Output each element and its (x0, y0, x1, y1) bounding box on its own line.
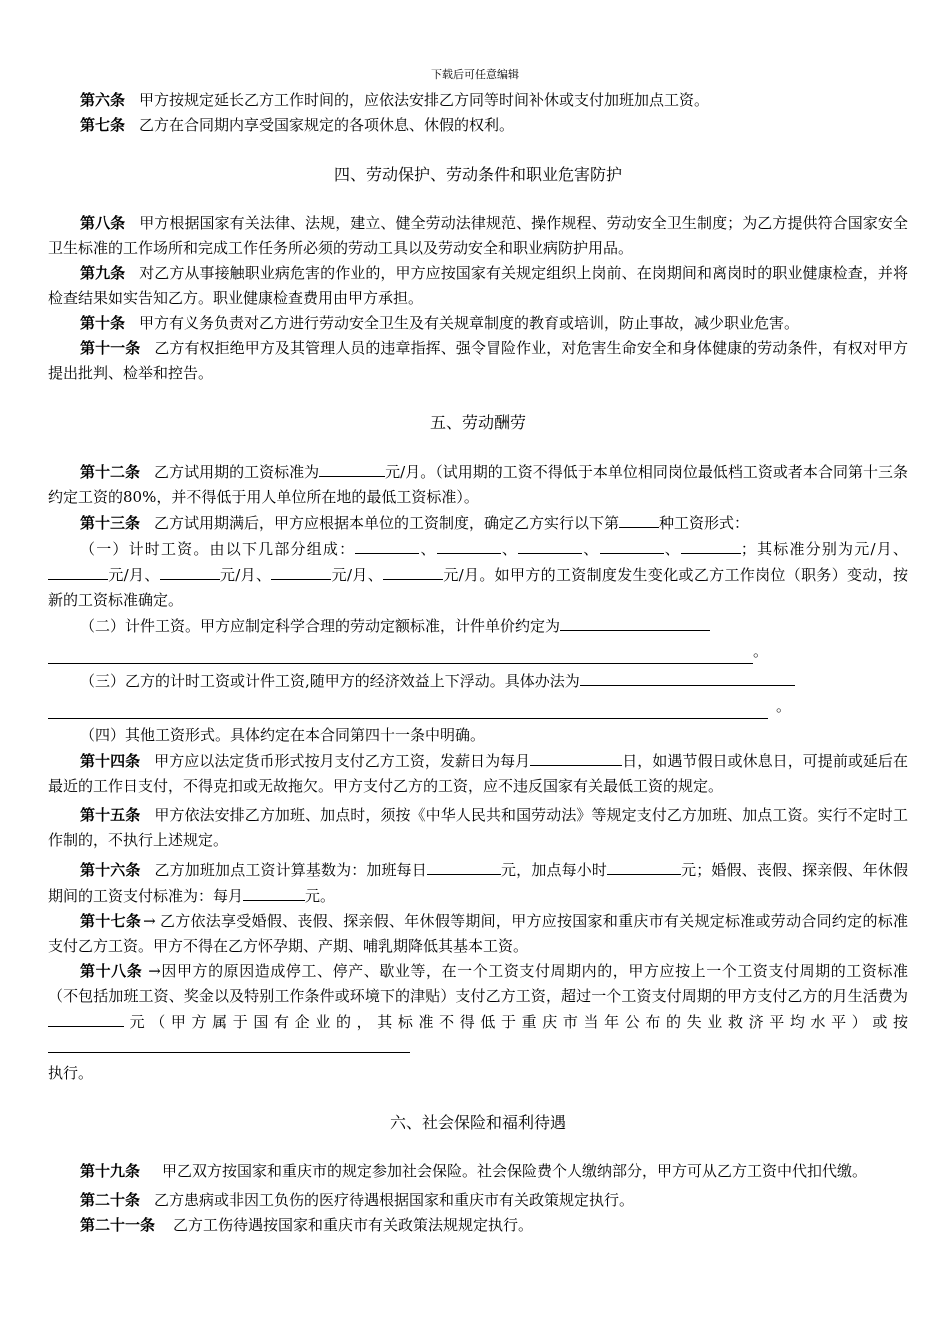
article-text: 元，加点每小时 (500, 861, 607, 879)
article-number: 第十条 (80, 314, 126, 332)
wage-item-3 (48, 668, 908, 694)
wage-item-4 (48, 723, 908, 748)
article-text: 元/月。（试用期的工资不得低于本单位相同岗位最低档工资或者本合同第十三条约定工资的80%，并不得低于用人单位所在地的最低工资标准）。 (48, 463, 908, 506)
unit-label: 元/月 (108, 566, 145, 584)
article-text: 甲方依法安排乙方加班、加点时，须按《中华人民共和国劳动法》等规定支付乙方加班、加点工资。实行不定时工作制的，不执行上述规定。 (48, 806, 908, 849)
article-text: 甲方应以法定货币形式按月支付乙方工资，发薪日为每月 (154, 752, 531, 770)
article-number: 第十九条 (80, 1162, 141, 1180)
article-number: 第十六条 (80, 861, 141, 879)
separator: 、 (419, 540, 437, 558)
article-text: 元；婚假、丧假、探亲假、年休假期间的工资支付标准为：每月 (48, 861, 908, 905)
article-number: 第十五条 (80, 806, 141, 824)
separator: 、 (256, 566, 272, 584)
article-number: 第八条 (80, 214, 126, 232)
item-text: ；其标准分别为 (740, 540, 855, 558)
article-text: 种工资形式： (659, 514, 750, 532)
separator: 、 (892, 540, 908, 558)
blank-field[interactable] (160, 562, 220, 580)
article-7 (48, 113, 908, 138)
article-text: 乙方在合同期内享受国家规定的各项休息、休假的权利。 (139, 116, 515, 134)
blank-line[interactable] (48, 645, 753, 664)
wage-item-1 (48, 536, 908, 613)
blank-field[interactable] (48, 562, 108, 580)
article-text: 因甲方的原因造成停工、停产、歇业等，在一个工资支付周期内的，甲方应按上一个工资支付周期的工资标准（不包括加班工资、奖金以及特别工作条件或环境下的津贴）支付乙方工资，超过一个工资支付周期的甲方支付乙方的月生活费为 (48, 962, 908, 1005)
article-number: 第六条 (80, 91, 126, 109)
separator: 、 (582, 540, 600, 558)
arrow-icon: → (143, 912, 156, 930)
blank-field[interactable] (600, 536, 664, 554)
article-20 (48, 1188, 908, 1213)
article-number: 第十三条 (80, 514, 141, 532)
article-number: 第七条 (80, 116, 126, 134)
section-heading-6: 六、社会保险和福利待遇 (389, 1113, 566, 1132)
unit-label: 元/月 (443, 566, 480, 584)
wage-item-2 (48, 613, 908, 639)
article-text: 乙方试用期的工资标准为 (154, 463, 320, 481)
blank-line-row (48, 639, 908, 664)
blank-field[interactable] (48, 1035, 410, 1053)
article-9 (48, 261, 908, 311)
separator: 、 (367, 566, 384, 584)
item-text: （一）计时工资。由以下几部分组成： (80, 540, 356, 558)
article-15 (48, 803, 908, 853)
item-text: 。如甲方的工资制度发生变化或乙方工作岗位（职务）变动，按新的工资标准确定。 (48, 566, 908, 609)
article-13 (48, 510, 908, 536)
article-number: 第十七条 (80, 912, 142, 930)
item-text: 。 (776, 697, 792, 715)
article-text: 元（甲方属于国有企业的，其标准不得低于重庆市当年公布的失业救济平均水平）或按 (124, 1013, 908, 1031)
item-text: （三）乙方的计时工资或计件工资,随甲方的经济效益上下浮动。具体办法为 (80, 672, 580, 690)
section-heading-4: 四、劳动保护、劳动条件和职业危害防护 (333, 165, 622, 184)
article-text: 乙方试用期满后，甲方应根据本单位的工资制度，确定乙方实行以下第 (154, 514, 620, 532)
article-6 (48, 88, 908, 113)
blank-field[interactable] (243, 883, 305, 901)
article-18 (48, 959, 908, 1061)
document-body (48, 88, 908, 1238)
article-text: 甲方根据国家有关法律、法规，建立、健全劳动法律规范、操作规程、劳动安全卫生制度；为乙方提供符合国家安全卫生标准的工作场所和完成工作任务所必须的劳动工具以及劳动安全和职业病防护用品。 (48, 214, 908, 257)
blank-field[interactable] (530, 748, 622, 766)
article-text: 甲方按规定延长乙方工作时间的，应依法安排乙方同等时间补休或支付加班加点工资。 (139, 91, 710, 109)
page-header: 下载后可任意编辑 (431, 68, 519, 81)
blank-field[interactable] (560, 613, 710, 631)
article-text: 乙方工伤待遇按国家和重庆市有关政策法规规定执行。 (173, 1216, 534, 1234)
section-heading-5: 五、劳动酬劳 (429, 413, 526, 432)
article-8 (48, 211, 908, 261)
article-number: 第十二条 (80, 463, 141, 481)
article-text: 甲方有义务负责对乙方进行劳动安全卫生及有关规章制度的教育或培训，防止事故，减少职业危害。 (139, 314, 800, 332)
article-text: 日，如遇节假日或休息日，可提前或延后在最近的工作日支付，不得克扣或无故拖欠。甲方支付乙方的工资，应不违反国家有关最低工资的规定。 (48, 752, 908, 795)
article-19 (48, 1159, 908, 1184)
blank-field[interactable] (427, 857, 501, 875)
blank-field[interactable] (518, 536, 582, 554)
article-text: 乙方有权拒绝甲方及其管理人员的违章指挥、强令冒险作业，对危害生命安全和身体健康的劳动条件，有权对甲方提出批判、检举和控告。 (48, 339, 908, 382)
article-number: 第九条 (80, 264, 126, 282)
item-text: 。 (753, 642, 769, 660)
article-11 (48, 336, 908, 386)
blank-field[interactable] (319, 459, 385, 477)
article-16 (48, 857, 908, 909)
article-number: 第十一条 (80, 339, 141, 357)
blank-line-row (48, 694, 908, 719)
blank-field[interactable] (437, 536, 501, 554)
article-10 (48, 311, 908, 336)
unit-label: 元/月 (331, 566, 368, 584)
article-21 (48, 1213, 908, 1238)
article-number: 第十四条 (80, 752, 141, 770)
blank-field[interactable] (607, 857, 681, 875)
separator: 、 (144, 566, 160, 584)
article-18-end: 执行。 (48, 1064, 94, 1082)
article-number: 第二十一条 (80, 1216, 156, 1234)
arrow-icon: → (148, 962, 161, 980)
article-text: 乙方患病或非因工负伤的医疗待遇根据国家和重庆市有关政策规定执行。 (154, 1191, 635, 1209)
blank-field[interactable] (48, 1009, 124, 1027)
separator: 、 (500, 540, 519, 558)
item-text: （四）其他工资形式。具体约定在本合同第四十一条中明确。 (80, 726, 486, 744)
unit-label: 元/月 (219, 566, 257, 584)
article-text: 乙方依法享受婚假、丧假、探亲假、年休假等期间，甲方应按国家和重庆市有关规定标准或劳动合同约定的标准支付乙方工资。甲方不得在乙方怀孕期、产期、哺乳期降低其基本工资。 (48, 912, 908, 955)
blank-field[interactable] (619, 510, 659, 528)
blank-field[interactable] (271, 562, 331, 580)
item-text: （二）计件工资。甲方应制定科学合理的劳动定额标准，计件单价约定为 (80, 617, 561, 635)
blank-field[interactable] (355, 536, 419, 554)
blank-field[interactable] (580, 668, 795, 686)
blank-line[interactable] (48, 700, 768, 719)
article-text: 对乙方从事接触职业病危害的作业的，甲方应按国家有关规定组织上岗前、在岗期间和离岗时的职业健康检查，并将检查结果如实告知乙方。职业健康检查费用由甲方承担。 (48, 264, 908, 307)
article-text: 元。 (305, 887, 336, 905)
article-14 (48, 748, 908, 799)
article-12 (48, 459, 908, 510)
separator: 、 (663, 540, 681, 558)
unit-label: 元/月 (854, 540, 893, 558)
article-number: 第十八条 (80, 962, 143, 980)
article-text: 甲乙双方按国家和重庆市的规定参加社会保险。社会保险费个人缴纳部分，甲方可从乙方工资中代扣代缴。 (162, 1162, 868, 1180)
article-17 (48, 909, 908, 959)
blank-field[interactable] (681, 536, 741, 554)
blank-field[interactable] (383, 562, 443, 580)
article-text: 乙方加班加点工资计算基数为：加班每日 (154, 861, 427, 879)
article-number: 第二十条 (80, 1191, 141, 1209)
